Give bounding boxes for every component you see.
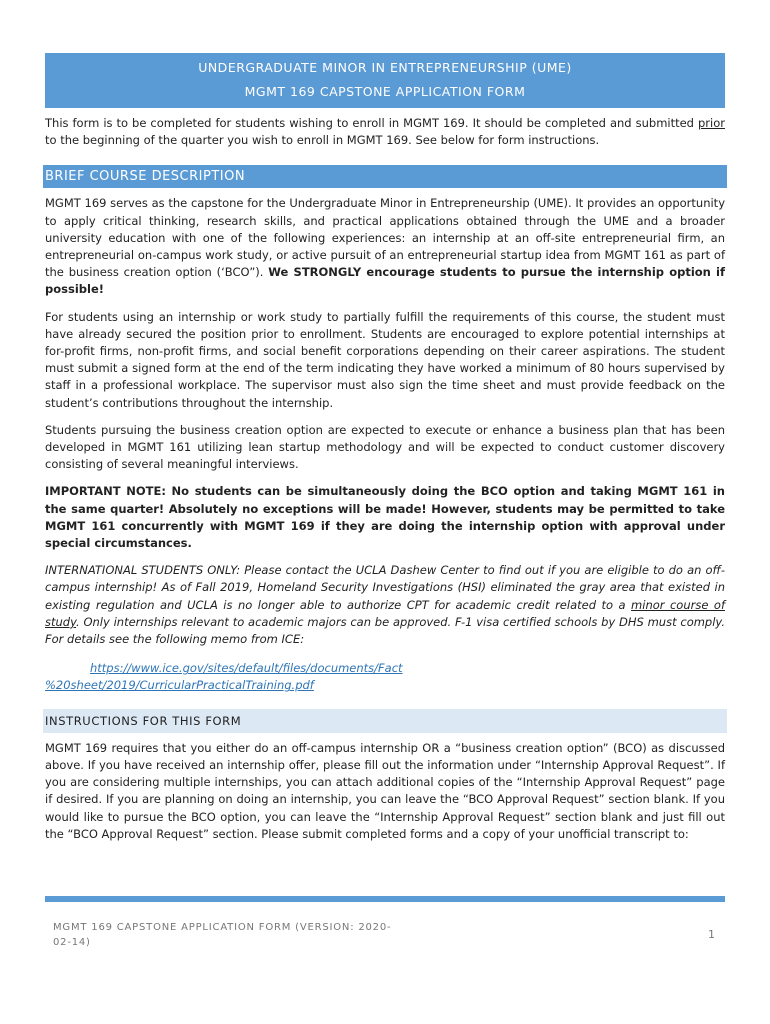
title-line-1: UNDERGRADUATE MINOR IN ENTREPRENEURSHIP (UME): [198, 60, 572, 75]
intl-text-a: INTERNATIONAL STUDENTS ONLY: Please contact the UCLA Dashew Center to find out if you are eligible to do an off-campus internship! As of Fall 2019, Homeland Security Investigations (HSI) eliminated the gray area that existed in existing regulation and UCLA is no longer able to authorize CPT for academic credit related to a: [45, 563, 725, 612]
intro-text-b: to the beginning of the quarter you wish to enroll in MGMT 169. See below for form instructions.: [45, 133, 600, 148]
bottom-rule: [45, 896, 725, 902]
course-description-paragraph-2: For students using an internship or work study to partially fulfill the requirements of this course, the student must have already secured the position prior to enrollment. Students are encouraged to explore potential internships at for-profit firms, non-profit firms, and social benefit corporations depending on their career aspirations. The student must submit a signed form at the end of the term indicating they have worked a minimum of 80 hours supervised by staff in a professional workplace. The supervisor must also sign the time sheet and must provide feedback on the student’s contributions throughout the internship.: [45, 309, 725, 410]
course-description-paragraph-3: Students pursuing the business creation option are expected to execute or enhance a business plan that has been developed in MGMT 161 utilizing lean startup methodology and will be expected to conduct customer discovery consisting of several meaningful interviews.: [45, 422, 725, 472]
international-students-note: [45, 562, 725, 648]
page-number: 1: [708, 928, 715, 941]
course-description-heading: BRIEF COURSE DESCRIPTION: [43, 165, 727, 188]
important-note-text: IMPORTANT NOTE: No students can be simultaneously doing the BCO option and taking MGMT 161 in the same quarter! Absolutely no exceptions will be made! However, students may be permitted to take MGMT 161 concurrently with MGMT 169 if they are doing the internship option with approval under special circumstances.: [45, 484, 725, 551]
instructions-heading: INSTRUCTIONS FOR THIS FORM: [43, 709, 727, 733]
ice-memo-link-line-2[interactable]: %20sheet/2019/CurricularPracticalTraining.pdf: [45, 678, 314, 693]
ice-memo-link-line-1[interactable]: https://www.ice.gov/sites/default/files/documents/Fact: [90, 661, 403, 676]
course-p1-text: MGMT 169 serves as the capstone for the Undergraduate Minor in Entrepreneurship (UME). It provides an opportunity to apply critical thinking, research skills, and practical applications obtained through the UME and a broader university education with one of the following experiences: an internship at an off-site entrepreneurial firm, an entrepreneurial on-campus work study, or active pursuit of an entrepreneurial startup idea from MGMT 161 as part of the business creation option (‘BCO”).: [45, 196, 725, 280]
title-banner: [45, 53, 725, 108]
course-p1-bold: We STRONGLY encourage students to pursue the internship option if possible!: [45, 265, 725, 297]
form-page: [45, 53, 725, 843]
course-description-paragraph-1: [45, 195, 725, 298]
intl-underlined: minor course of study: [45, 597, 725, 629]
important-note: [45, 483, 725, 552]
intro-text-a: This form is to be completed for students wishing to enroll in MGMT 169. It should be completed and submitted: [45, 116, 698, 130]
instructions-paragraph: MGMT 169 requires that you either do an off-campus internship OR a “business creation option” (BCO) as discussed above. If you have received an internship offer, please fill out the information under “Internship Approval Request”. If you are considering multiple internships, you can attach additional copies of the “Internship Approval Request” page if desired. If you are planning on doing an internship, you can leave the “BCO Approval Request” section blank. If you would like to pursue the BCO option, you can leave the “Internship Approval Request” section blank and just fill out the “BCO Approval Request” section. Please submit completed forms and a copy of your unofficial transcript to:: [45, 740, 725, 841]
footer-text: MGMT 169 CAPSTONE APPLICATION FORM (VERSION: 2020-02-14): [53, 922, 392, 948]
intro-underlined: prior: [698, 116, 725, 130]
title-line-2: MGMT 169 CAPSTONE APPLICATION FORM: [244, 84, 526, 99]
intro-paragraph: [45, 115, 725, 149]
intl-text-b: . Only internships relevant to academic majors can be approved. F-1 visa certified schools by DHS must comply. For details see the following memo from ICE:: [45, 614, 725, 647]
ice-memo-link-block: [45, 660, 725, 694]
